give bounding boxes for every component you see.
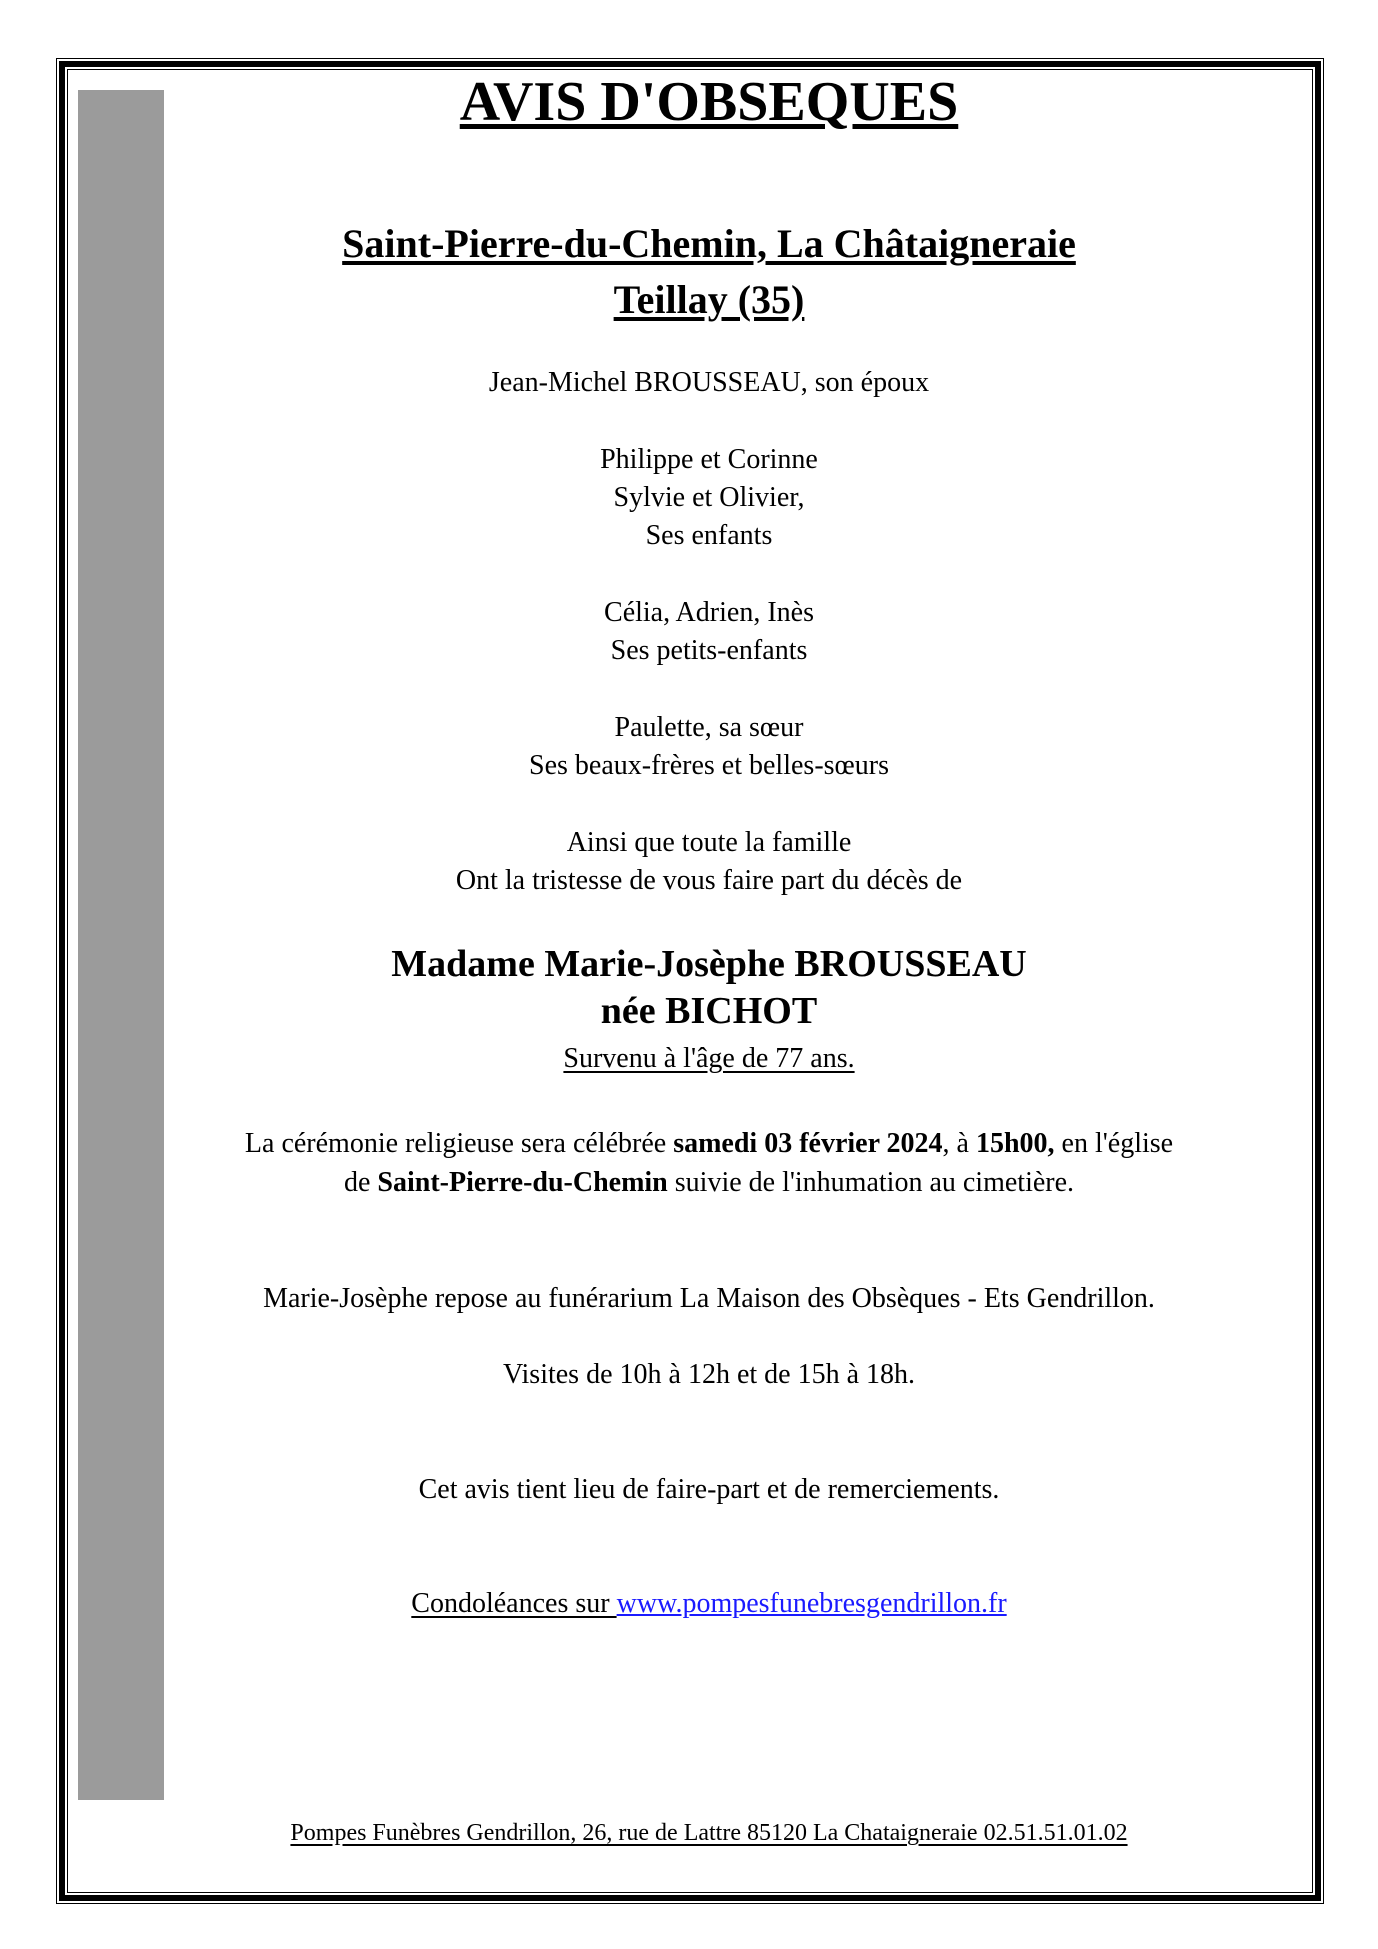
family-line: Ses enfants: [645, 520, 773, 551]
family-line: Ses beaux-frères et belles-sœurs: [529, 750, 889, 781]
family-line: Jean-Michel BROUSSEAU, son époux: [488, 367, 930, 398]
condolences-label: Condoléances sur: [411, 1588, 617, 1619]
deceased-name: Madame Marie-Josèphe BROUSSEAU: [391, 943, 1027, 985]
ceremony-text: suivie de l'inhumation au cimetière.: [667, 1167, 1075, 1198]
family-line: Célia, Adrien, Inès: [604, 597, 814, 628]
family-line: Ainsi que toute la famille: [566, 827, 852, 858]
rest-place: Marie-Josèphe repose au funérarium La Maison des Obsèques - Ets Gendrillon.: [263, 1283, 1155, 1314]
family-line: Sylvie et Olivier,: [613, 482, 805, 513]
condolences-link[interactable]: www.pompesfunebresgendrillon.fr: [616, 1588, 1007, 1619]
notice-text: Cet avis tient lieu de faire-part et de remerciements.: [418, 1474, 1000, 1505]
ceremony-church: Saint-Pierre-du-Chemin: [377, 1167, 668, 1198]
family-line: Ses petits-enfants: [610, 635, 808, 666]
ceremony-line-1: [109, 1125, 1309, 1163]
location-line-1: Saint-Pierre-du-Chemin, La Châtaigneraie: [342, 221, 1076, 266]
location-line-2: Teillay (35): [613, 277, 805, 322]
footer-address: Pompes Funèbres Gendrillon, 26, rue de Lattre 85120 La Chataigneraie 02.51.51.01.02: [290, 1820, 1128, 1846]
deceased-age: Survenu à l'âge de 77 ans.: [563, 1043, 855, 1074]
condolences-line: [109, 1585, 1309, 1623]
family-line: Paulette, sa sœur: [614, 712, 804, 743]
ceremony-text: , à: [942, 1128, 976, 1159]
ceremony-text: La cérémonie religieuse sera célébrée: [244, 1128, 674, 1159]
page-title: AVIS D'OBSEQUES: [459, 71, 959, 133]
visiting-hours: Visites de 10h à 12h et de 15h à 18h.: [502, 1359, 915, 1390]
ceremony-line-2: [109, 1164, 1309, 1202]
family-line: Philippe et Corinne: [600, 444, 818, 475]
family-line: Ont la tristesse de vous faire part du décès de: [455, 865, 963, 896]
ceremony-text: en l'église: [1054, 1128, 1174, 1159]
deceased-birth-name: née BICHOT: [600, 990, 818, 1032]
ceremony-time: 15h00,: [975, 1128, 1055, 1159]
ceremony-text: de: [343, 1167, 378, 1198]
ceremony-date: samedi 03 février 2024: [673, 1128, 943, 1159]
